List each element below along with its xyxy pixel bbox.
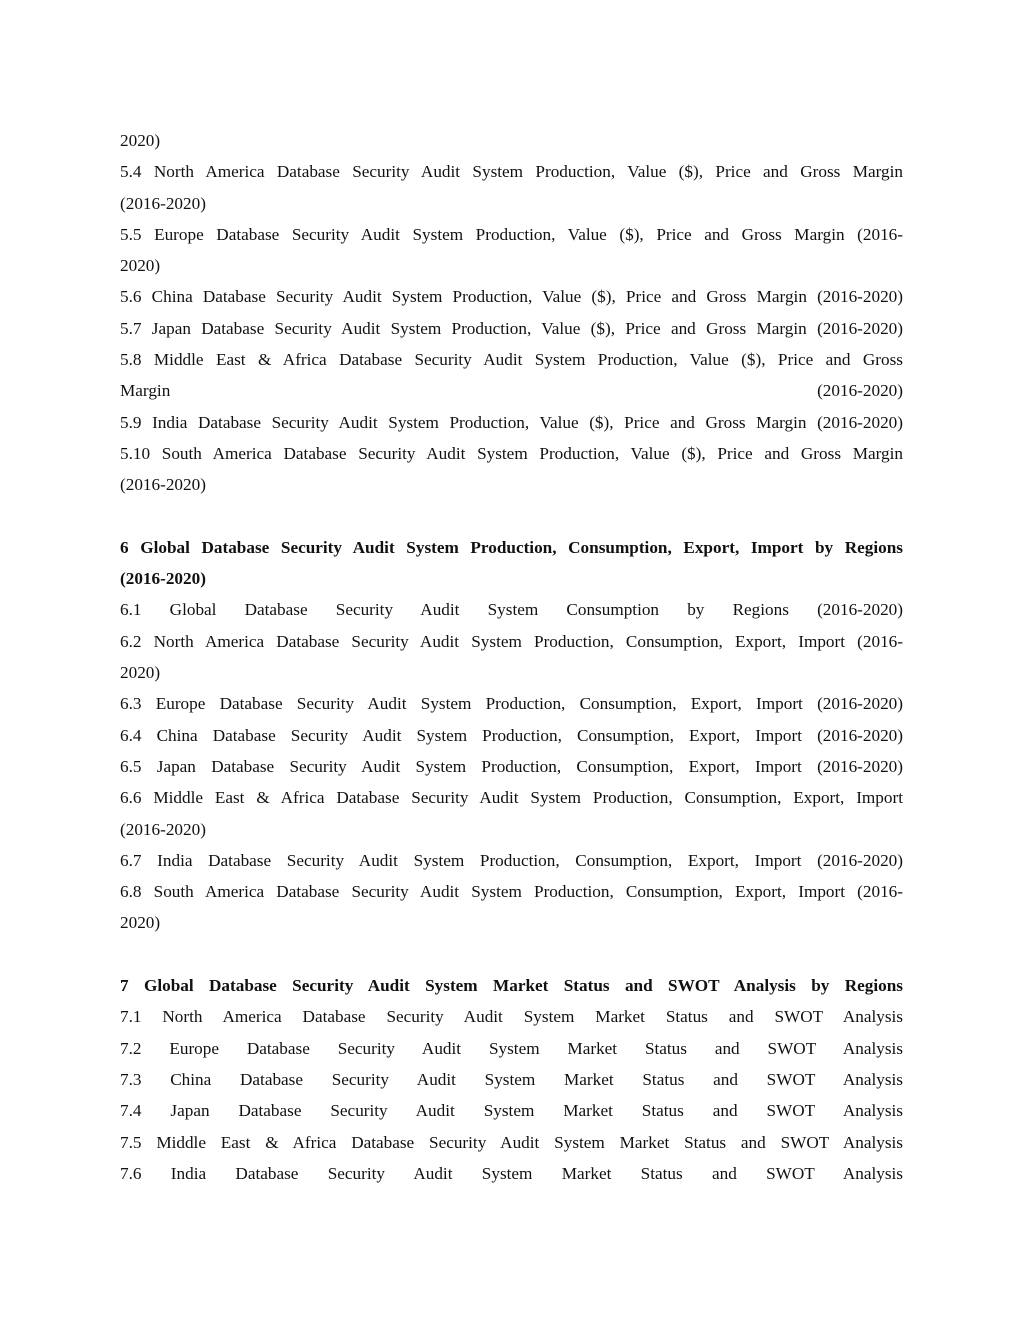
toc-entry-line: (2016-2020): [120, 819, 206, 839]
section-heading-line: 7 Global Database Security Audit System Market Status and SWOT Analysis by Regions: [120, 976, 903, 996]
toc-entry-line: 5.9 India Database Security Audit System Production, Value ($), Price and Gross Margin (2016-2020): [120, 412, 903, 432]
toc-entry-line: 6.7 India Database Security Audit System Production, Consumption, Export, Import (2016-2020): [120, 850, 903, 870]
toc-entry-line: 5.7 Japan Database Security Audit System Production, Value ($), Price and Gross Margin (2016-2020): [120, 318, 903, 338]
toc-entry-line: 5.6 China Database Security Audit System Production, Value ($), Price and Gross Margin (2016-2020): [120, 287, 903, 307]
toc-entry-line: 6.6 Middle East & Africa Database Security Audit System Production, Consumption, Export, Import: [120, 788, 903, 808]
document-page: [120, 125, 903, 1189]
paragraph-gap: [120, 939, 903, 970]
toc-entry-line: Margin (2016-2020): [120, 381, 903, 401]
toc-entry-line: 7.1 North America Database Security Audit System Market Status and SWOT Analysis: [120, 1007, 903, 1027]
toc-entry-line: 6.4 China Database Security Audit System Production, Consumption, Export, Import (2016-2020): [120, 725, 903, 745]
toc-entry-line: 6.5 Japan Database Security Audit System Production, Consumption, Export, Import (2016-2020): [120, 756, 903, 776]
toc-entry-line: 7.5 Middle East & Africa Database Security Audit System Market Status and SWOT Analysis: [120, 1132, 903, 1152]
toc-entry-line: 7.4 Japan Database Security Audit System Market Status and SWOT Analysis: [120, 1101, 903, 1121]
toc-entry-line: 5.5 Europe Database Security Audit System Production, Value ($), Price and Gross Margin (2016-: [120, 224, 903, 244]
toc-entry-line: (2016-2020): [120, 193, 206, 213]
toc-entry-line: 7.6 India Database Security Audit System Market Status and SWOT Analysis: [120, 1163, 903, 1183]
toc-entry-line: 6.1 Global Database Security Audit System Consumption by Regions (2016-2020): [120, 600, 903, 620]
toc-entry-line: 2020): [120, 663, 161, 683]
toc-entry-line: 6.8 South America Database Security Audit System Production, Consumption, Export, Import (2016-: [120, 882, 903, 902]
toc-entry-line: 7.3 China Database Security Audit System Market Status and SWOT Analysis: [120, 1069, 903, 1089]
toc-entry-line: 6.2 North America Database Security Audit System Production, Consumption, Export, Import (2016-: [120, 631, 903, 651]
toc-entry-line: 5.4 North America Database Security Audit System Production, Value ($), Price and Gross Margin: [120, 162, 903, 182]
section-heading-line: (2016-2020): [120, 569, 206, 589]
toc-entry-line: 5.10 South America Database Security Audit System Production, Value ($), Price and Gross Margin: [120, 443, 903, 463]
toc-entry-line: 2020): [120, 256, 161, 276]
toc-entry-line: 2020): [120, 131, 161, 150]
paragraph-gap: [120, 501, 903, 532]
section-heading-line: 6 Global Database Security Audit System Production, Consumption, Export, Import by Regions: [120, 537, 903, 557]
toc-entry-line: (2016-2020): [120, 475, 206, 495]
toc-entry-line: 5.8 Middle East & Africa Database Security Audit System Production, Value ($), Price and Gross: [120, 350, 903, 370]
toc-entry-line: 2020): [120, 913, 161, 933]
toc-entry-line: 7.2 Europe Database Security Audit System Market Status and SWOT Analysis: [120, 1038, 903, 1058]
toc-entry-line: 6.3 Europe Database Security Audit System Production, Consumption, Export, Import (2016-2020): [120, 694, 903, 714]
